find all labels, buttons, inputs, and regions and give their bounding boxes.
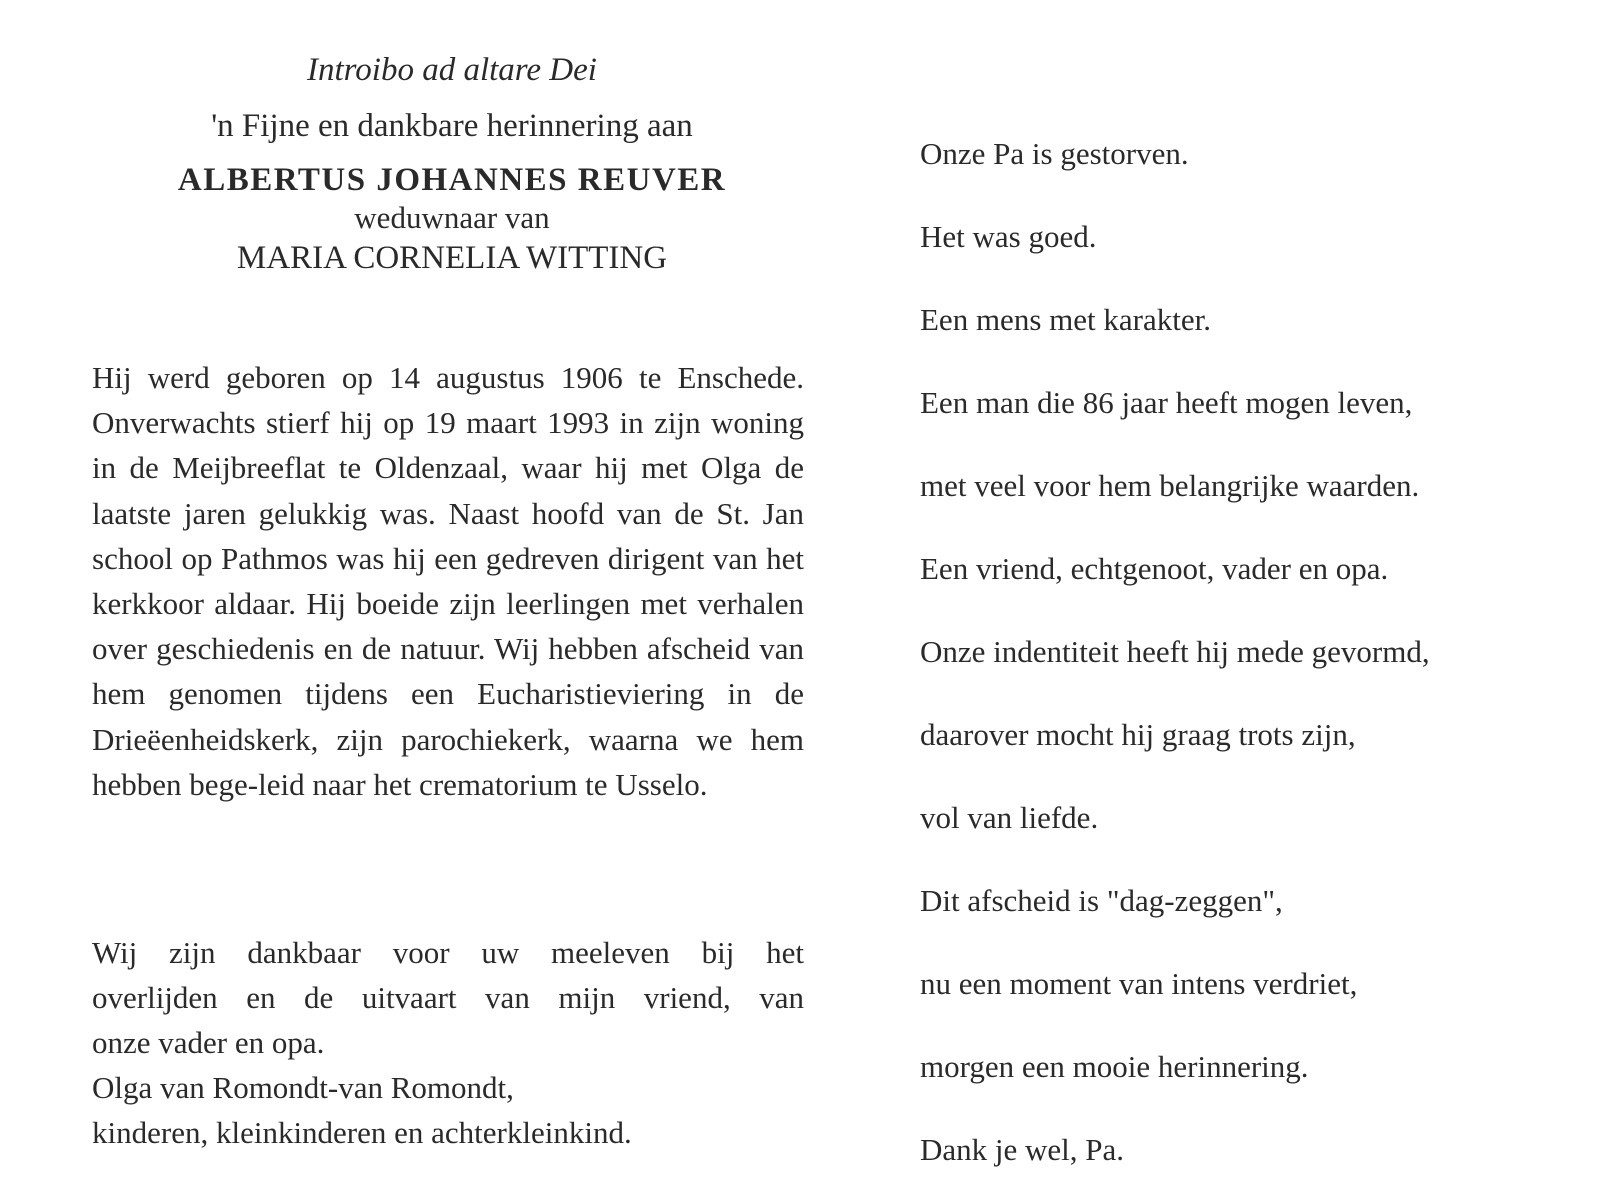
spouse-name: MARIA CORNELIA WITTING <box>236 240 668 276</box>
card-header <box>92 50 812 280</box>
left-column <box>92 50 812 1150</box>
thanks-paragraph <box>92 930 804 1155</box>
thanks-line: Wij zijn dankbaar voor uw meeleven bij het <box>92 935 804 970</box>
signatory-line: kinderen, kleinkinderen en achterkleinkind. <box>92 1115 632 1150</box>
thanks-line: overlijden en de uitvaart van mijn vriend, van <box>92 980 804 1015</box>
poem-line: Een vriend, echtgenoot, vader en opa. <box>920 551 1389 586</box>
poem-line: daarover mocht hij graag trots zijn, <box>920 717 1356 752</box>
latin-motto: Introibo ad altare Dei <box>307 52 597 88</box>
poem-line: Onze Pa is gestorven. <box>920 136 1189 171</box>
poem-line: Een mens met karakter. <box>920 302 1211 337</box>
poem <box>920 112 1570 1191</box>
widower-of-label: weduwnaar van <box>354 200 550 235</box>
thanks-line: onze vader en opa. <box>92 1025 325 1060</box>
poem-line: Een man die 86 jaar heeft mogen leven, <box>920 385 1413 420</box>
poem-line: Onze indentiteit heeft hij mede gevormd, <box>920 634 1430 669</box>
poem-line: vol van liefde. <box>920 800 1099 835</box>
biography-paragraph: Hij werd geboren op 14 augustus 1906 te Enschede. Onverwachts stierf hij op 19 maart 1993 in zijn woning in de Meijbreeflat te Oldenzaal, waar hij met Olga de laatste jaren gelukkig was. Naast hoofd van de St. Jan school op Pathmos was hij een gedreven dirigent van het kerkkoor aldaar. Hij boeide zijn leerlingen met verhalen over geschiedenis en de natuur. Wij hebben afscheid van hem genomen tijdens een Eucharistieviering in de Drieëenheidskerk, zijn parochiekerk, waarna we hem hebben bege-leid naar het crematorium te Usselo. <box>92 360 804 802</box>
poem-line: Het was goed. <box>920 219 1097 254</box>
deceased-name: ALBERTUS JOHANNES REUVER <box>177 162 727 198</box>
poem-line: Dank je wel, Pa. <box>920 1132 1125 1167</box>
poem-line: Dit afscheid is "dag-zeggen", <box>920 883 1283 918</box>
intro-line: 'n Fijne en dankbare herinnering aan <box>211 108 693 144</box>
signatory-line: Olga van Romondt-van Romondt, <box>92 1070 514 1105</box>
poem-line: met veel voor hem belangrijke waarden. <box>920 468 1420 503</box>
poem-line: morgen een mooie herinnering. <box>920 1049 1309 1084</box>
poem-line: nu een moment van intens verdriet, <box>920 966 1358 1001</box>
